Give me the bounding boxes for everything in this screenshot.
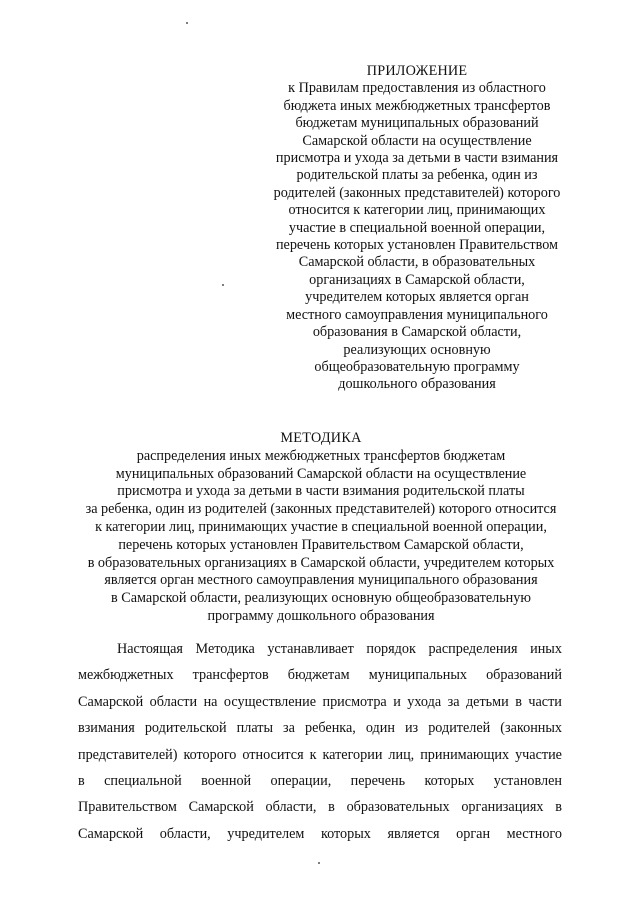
body-word: специальной: [104, 772, 182, 789]
body-word: области,: [265, 799, 317, 816]
body-word: образований: [486, 667, 562, 684]
body-word: в: [78, 772, 85, 789]
body-word: за: [447, 693, 460, 710]
body-word: взимания: [78, 720, 135, 737]
appendix-line: реализующих основную: [343, 341, 491, 358]
body-word: перечень: [350, 772, 406, 789]
body-word: детьми: [465, 693, 509, 710]
methodology-title: МЕТОДИКА: [280, 430, 362, 446]
methodology-line: к категории лиц, принимающих участие в специальной военной операции,: [95, 518, 547, 535]
appendix-line: перечень которых установлен Правительством: [275, 237, 559, 254]
body-word: лиц,: [388, 746, 415, 763]
body-word: организациях: [461, 799, 544, 816]
body-word: и: [393, 693, 401, 710]
body-line: [78, 689, 562, 715]
appendix-line: бюджета иных межбюджетных трансфертов: [283, 97, 551, 114]
appendix-line: организациях в Самарской области,: [309, 271, 525, 288]
body-word: из: [404, 720, 419, 737]
body-word: принимающих: [420, 746, 510, 763]
body-word: операции,: [270, 772, 332, 789]
body-word: области: [149, 693, 198, 710]
appendix-line: местного самоуправления муниципального: [286, 306, 548, 323]
appendix-line: образования в Самарской области,: [312, 324, 522, 341]
methodology-line: в Самарской области, реализующих основную общеобразовательную: [111, 590, 531, 607]
methodology-line: распределения иных межбюджетных трансфертов бюджетам: [136, 447, 506, 464]
body-word: в: [515, 693, 522, 710]
methodology-line: в образовательных организациях в Самарской области, учредителем которых: [87, 554, 555, 571]
body-word: которых: [424, 772, 475, 789]
body-word: в: [328, 799, 335, 816]
body-word: межбюджетных: [78, 667, 174, 684]
body-word: распределения: [428, 641, 518, 657]
body-word: Самарской: [78, 693, 144, 710]
body-word: за: [283, 720, 295, 737]
body-word: родительской: [144, 720, 227, 737]
methodology-line: программу дошкольного образования: [207, 607, 435, 624]
body-line: [78, 742, 562, 768]
body-word: муниципальных: [368, 667, 467, 684]
body-word: осуществление: [223, 693, 317, 710]
appendix-line: дошкольного образования: [338, 376, 496, 393]
body-word: области,: [159, 825, 211, 842]
body-word: (законных: [500, 720, 562, 737]
appendix-line: учредителем которых является орган: [305, 289, 529, 306]
body-line: [78, 821, 562, 847]
body-word: Методика: [195, 641, 255, 657]
body-word: которых: [320, 825, 371, 842]
methodology-line: перечень которых установлен Правительством Самарской области,: [118, 536, 524, 553]
appendix-line: Самарской области на осуществление: [302, 132, 532, 149]
scan-speck: [222, 284, 224, 286]
appendix-line: бюджетам муниципальных образований: [295, 115, 539, 132]
body-word: образовательных: [346, 799, 450, 816]
appendix-header: [262, 63, 572, 394]
body-word: которого: [183, 746, 237, 763]
appendix-line: присмотра и ухода за детьми в части взимания: [275, 150, 559, 167]
body-word: ребенка,: [304, 720, 356, 737]
body-word: на: [203, 693, 218, 710]
body-word: один: [365, 720, 395, 737]
body-word: категории: [322, 746, 383, 763]
body-word: местного: [506, 825, 562, 842]
body-word: является: [387, 825, 440, 842]
body-word: ухода: [407, 693, 442, 710]
methodology-line: муниципальных образований Самарской области на осуществление: [115, 465, 527, 482]
appendix-title: ПРИЛОЖЕНИЕ: [366, 63, 468, 79]
body-word: Самарской: [188, 799, 254, 816]
body-word: участие: [515, 746, 562, 763]
body-word: представителей): [78, 746, 178, 763]
methodology-heading: [60, 430, 582, 626]
body-line: [78, 636, 562, 662]
body-word: установлен: [493, 772, 562, 789]
body-word: военной: [201, 772, 252, 789]
body-word: присмотра: [322, 693, 387, 710]
body-word: родителей: [428, 720, 491, 737]
scan-speck: [186, 22, 188, 24]
body-word: платы: [236, 720, 273, 737]
scan-speck: [318, 862, 320, 864]
body-word: порядок: [366, 641, 416, 657]
body-line: [78, 715, 562, 741]
methodology-line: за ребенка, один из родителей (законных представителей) которого относится: [85, 501, 557, 518]
body-word: части: [528, 693, 562, 710]
appendix-line: общеобразовательную программу: [314, 358, 520, 375]
appendix-line: родителей (законных представителей) которого: [273, 184, 561, 201]
appendix-line: к Правилам предоставления из областного: [288, 80, 546, 97]
appendix-line: участие в специальной военной операции,: [288, 219, 546, 236]
body-word: Настоящая: [117, 641, 183, 657]
methodology-line: является орган местного самоуправления муниципального образования: [104, 572, 538, 589]
body-word: учредителем: [227, 825, 305, 842]
body-word: Правительством: [78, 799, 177, 816]
body-word: к: [309, 746, 317, 763]
appendix-line: родительской платы за ребенка, один из: [296, 167, 538, 184]
body-word: в: [555, 799, 562, 816]
body-word: иных: [530, 641, 562, 657]
appendix-text: [262, 80, 572, 393]
body-line: [78, 794, 562, 820]
body-word: относится: [242, 746, 304, 763]
body-word: бюджетам: [287, 667, 350, 684]
body-word: орган: [456, 825, 491, 842]
appendix-line: Самарской области, в образовательных: [298, 254, 536, 271]
body-line: [78, 768, 562, 794]
body-word: Самарской: [78, 825, 144, 842]
body-paragraph: [78, 636, 562, 847]
body-word: трансфертов: [192, 667, 269, 684]
appendix-line: относится к категории лиц, принимающих: [288, 202, 546, 219]
methodology-subtitle: [60, 448, 582, 626]
methodology-line: присмотра и ухода за детьми в части взимания родительской платы: [117, 483, 525, 500]
body-word: устанавливает: [267, 641, 354, 657]
body-line: [78, 662, 562, 688]
